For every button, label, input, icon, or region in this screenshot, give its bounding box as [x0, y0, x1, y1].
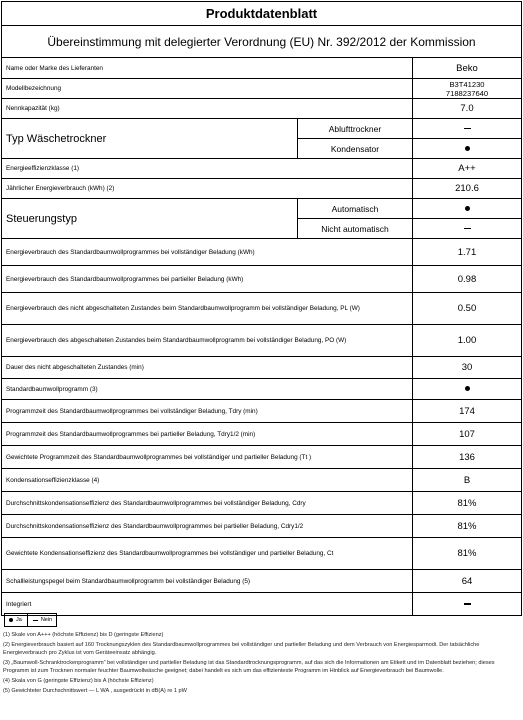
footnote: (2) Energieverbrauch basiert auf 160 Trocknungszyklen des Standardbaumwollprogrammes bei vollständiger und partieller Beladung und dem Verbrauch von Energiesparmodi. Der tatsächliche Energieverbrauch pro Zyklus ist vom Geräteeinsatz abhängig. — [3, 642, 480, 656]
noise-level-value: 64 — [413, 570, 522, 593]
dryer-type-option-air-vented: Ablufttrockner — [298, 119, 413, 139]
built-in-value — [413, 593, 522, 616]
yes-dot-icon — [465, 206, 470, 211]
dryer-type-label: Typ Wäschetrockner — [2, 119, 298, 159]
energy-full-load-value: 1.71 — [413, 239, 522, 266]
energy-class-value: A++ — [413, 159, 522, 179]
model-number: B3T41230 — [449, 79, 485, 89]
standard-program-value — [413, 379, 522, 400]
off-mode-power-label: Energieverbrauch des abgeschalteten Zustandes beim Standardbaumwollprogramm bei vollständiger Beladung, PO (W) — [2, 325, 413, 357]
noise-level-label: Schallleistungspegel beim Standardbaumwollprogramm bei vollständiger Beladung (5) — [2, 570, 413, 593]
footnote: (5) Gewichteter Durchschnittswert — L WA , ausgedrückt in dB(A) re 1 pW — [3, 688, 187, 695]
footnotes — [3, 632, 521, 699]
model-code: 7188237640 — [445, 88, 489, 98]
energy-partial-load-value: 0.98 — [413, 266, 522, 293]
footnote: (4) Skala von G (geringste Effizienz) bis A (höchste Effizienz) — [3, 678, 154, 685]
energy-class-label: Energieeffizienzklasse (1) — [2, 159, 413, 179]
dryer-type-air-vented-value — [413, 119, 522, 139]
standard-program-label: Standardbaumwollprogramm (3) — [2, 379, 413, 400]
left-on-duration-label: Dauer des nicht abgeschalteten Zustandes (min) — [2, 357, 413, 379]
condensation-class-label: Kondensationseffizienzklasse (4) — [2, 469, 413, 492]
condensation-partial-load-label: Durchschnittskondensationseffizienz des Standardbaumwollprogrammes bei partieller Beladung, Cdry1/2 — [2, 515, 413, 538]
control-type-automatic-value — [413, 199, 522, 219]
no-dash-icon — [464, 603, 471, 605]
left-on-power-label: Energieverbrauch des nicht abgeschalteten Zustandes beim Standardbaumwollprogramm bei vollständiger Beladung, PL (W) — [2, 293, 413, 325]
dryer-type-option-condenser: Kondensator — [298, 139, 413, 159]
legend-yes: Ja — [16, 617, 22, 623]
footnote: (3) „Baumwoll-Schranktrockenprogramm“ bei vollständiger und partieller Beladung ist das Standardtrocknungsprogramm, auf das sich die Informationen am Etikett und im Datenblatt beziehen; dieses Programm ist zum Trocknen normaler feuchter Baumwollwäsche geeignet; dabei handelt es sich um das effizienteste Programm im Hinblick auf Energieverbrauch bei Baumwolle. — [3, 660, 495, 674]
capacity-value: 7.0 — [413, 99, 522, 119]
condensation-full-load-label: Durchschnittskondensationseffizienz des Standardbaumwollprogrammes bei vollständiger Beladung, Cdry — [2, 492, 413, 515]
annual-energy-label: Jährlicher Energieverbrauch (kWh) (2) — [2, 179, 413, 199]
model-label: Modellbezeichnung — [2, 79, 413, 99]
yes-dot-icon — [9, 618, 13, 622]
legend-divider — [27, 614, 28, 626]
time-full-load-value: 174 — [413, 400, 522, 423]
control-type-option-automatic: Automatisch — [298, 199, 413, 219]
control-type-non-automatic-value — [413, 219, 522, 239]
control-type-label: Steuerungstyp — [2, 199, 298, 239]
annual-energy-value: 210.6 — [413, 179, 522, 199]
weighted-time-label: Gewichtete Programmzeit des Standardbaumwollprogrammes bei vollständiger und partieller Beladung (Tt ) — [2, 446, 413, 469]
weighted-time-value: 136 — [413, 446, 522, 469]
control-type-option-non-automatic: Nicht automatisch — [298, 219, 413, 239]
energy-partial-load-label: Energieverbrauch des Standardbaumwollprogrammes bei partieller Beladung (kWh) — [2, 266, 413, 293]
no-dash-icon — [464, 228, 471, 230]
condensation-full-load-value: 81% — [413, 492, 522, 515]
data-table — [1, 1, 522, 616]
capacity-label: Nennkapazität (kg) — [2, 99, 413, 119]
dryer-type-condenser-value — [413, 139, 522, 159]
no-dash-icon — [464, 128, 471, 130]
no-dash-icon — [33, 620, 38, 621]
left-on-power-value: 0.50 — [413, 293, 522, 325]
supplier-label: Name oder Marke des Lieferanten — [2, 58, 413, 79]
time-partial-load-label: Programmzeit des Standardbaumwollprogrammes bei partieller Beladung, Tdry1/2 (min) — [2, 423, 413, 446]
yes-dot-icon — [465, 146, 470, 151]
time-partial-load-value: 107 — [413, 423, 522, 446]
weighted-condensation-value: 81% — [413, 538, 522, 570]
left-on-duration-value: 30 — [413, 357, 522, 379]
model-value — [413, 79, 522, 99]
energy-full-load-label: Energieverbrauch des Standardbaumwollprogrammes bei vollständiger Beladung (kWh) — [2, 239, 413, 266]
yes-dot-icon — [465, 386, 470, 391]
time-full-load-label: Programmzeit des Standardbaumwollprogrammes bei vollständiger Beladung, Tdry (min) — [2, 400, 413, 423]
legend-no: Nein — [40, 617, 53, 623]
sheet-title: Produktdatenblatt — [2, 2, 522, 26]
sheet-subtitle: Übereinstimmung mit delegierter Verordnung (EU) Nr. 392/2012 der Kommission — [2, 26, 522, 58]
weighted-condensation-label: Gewichtete Kondensationseffizienz des Standardbaumwollprogrammes bei vollständiger und partieller Beladung, Ct — [2, 538, 413, 570]
legend — [4, 613, 57, 627]
footnote: (1) Skale von A+++ (höchste Effizienz) bis D (geringste Effizienz) — [3, 632, 164, 638]
off-mode-power-value: 1.00 — [413, 325, 522, 357]
condensation-class-value: B — [413, 469, 522, 492]
supplier-value: Beko — [413, 58, 522, 79]
condensation-partial-load-value: 81% — [413, 515, 522, 538]
built-in-label: Integriert — [2, 593, 413, 616]
